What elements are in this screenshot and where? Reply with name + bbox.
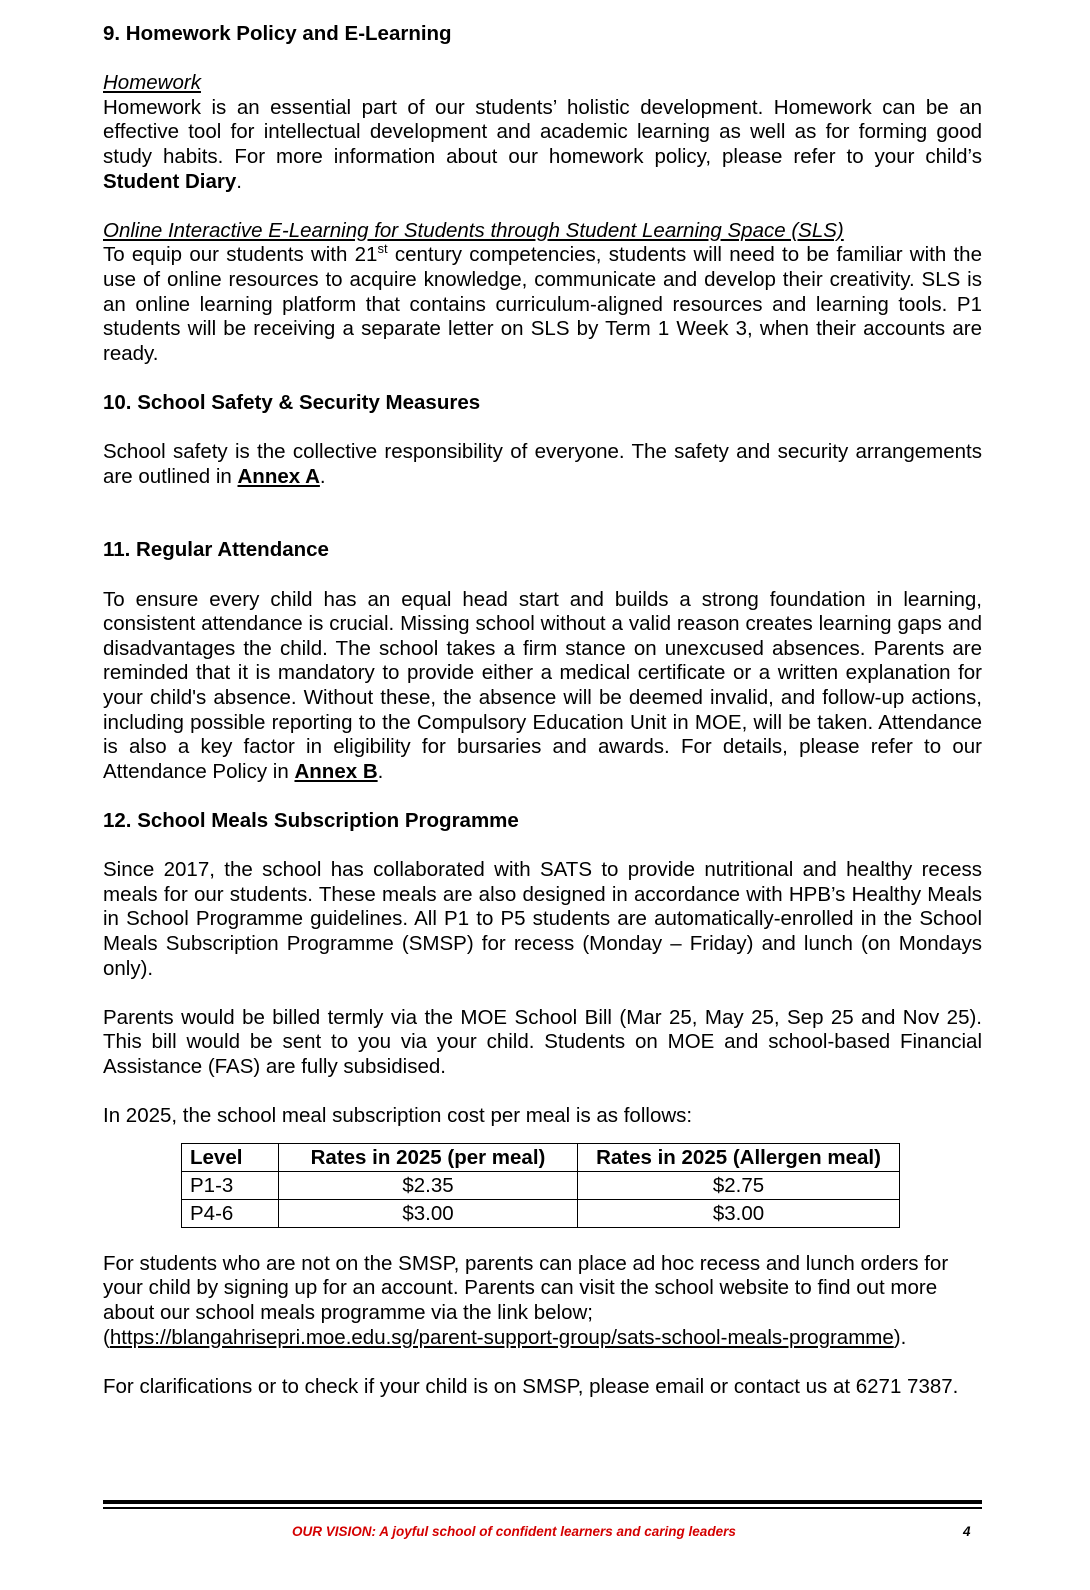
table-cell: $2.35 [279,1171,578,1199]
billing-paragraph: Parents would be billed termly via the MOE School Bill (Mar 25, May 25, Sep 25 and Nov 25). This bill would be sent to you via your child. Students on MOE and school-based Financial Assistance (FAS) are fully subsidised. [103,1005,982,1078]
sls-subheading: Online Interactive E-Learning for Students through Student Learning Space (SLS) [103,218,844,242]
adhoc-paragraph: For students who are not on the SMSP, parents can place ad hoc recess and lunch orders for your child by signing up for an account. Parents can visit the school website to find out more about our school meals programme via the link below; (https://blangahrisepri.moe.edu.sg/parent-support-group/sats-school-meals-programme). [103,1251,949,1349]
table-header-level: Level [182,1143,279,1171]
section-11-heading: 11. Regular Attendance [103,538,329,562]
table-row [182,1199,900,1227]
attendance-paragraph: To ensure every child has an equal head start and builds a strong foundation in learning, consistent attendance is crucial. Missing school without a valid reason creates learning gaps and disadvantages the child. The school takes a firm stance on unexcused absences. Parents are reminded that it is mandatory to provide either a medical certificate or a written explanation for your child's absence. Without these, the absence will be deemed invalid, and follow-up actions, including possible reporting to the Compulsory Education Unit in MOE, will be taken. Attendance is also a key factor in eligibility for bursaries and awards. For details, please refer to our Attendance Policy in Annex B. [103,587,982,783]
student-diary-text: Student Diary [103,169,237,193]
sls-paragraph: To equip our students with 21st century competencies, students will need to be familiar with the use of online resources to acquire knowledge, communicate and develop their creativity. SLS is an online learning platform that contains curriculum-aligned resources and learning tools. P1 students will be receiving a separate letter on SLS by Term 1 Week 3, when their accounts are ready. [103,241,982,365]
cost-intro: In 2025, the school meal subscription cost per meal is as follows: [103,1104,693,1128]
table-cell: $3.00 [578,1199,900,1227]
table-header-row [182,1143,900,1171]
page-number: 4 [963,1524,971,1539]
table-row [182,1171,900,1199]
annex-a-link[interactable]: Annex A [237,464,320,488]
table-cell: P1-3 [182,1171,279,1199]
footer-rule-thick [103,1500,982,1504]
section-10-heading: 10. School Safety & Security Measures [103,390,481,414]
safety-paragraph: School safety is the collective responsibility of everyone. The safety and security arrangements are outlined in Annex A. [103,440,982,488]
table-cell: $3.00 [279,1199,578,1227]
meal-rates-table [181,1143,900,1228]
meals-paragraph: Since 2017, the school has collaborated with SATS to provide nutritional and healthy recess meals for our students. These meals are also designed in accordance with HPB’s Healthy Meals in School Programme guidelines. All P1 to P5 students are automatically-enrolled in the School Meals Subscription Programme (SMSP) for recess (Monday – Friday) and lunch (on Mondays only). [103,858,982,980]
table-cell: P4-6 [182,1199,279,1227]
footer-rule-thin [103,1507,982,1509]
table-header-allergen: Rates in 2025 (Allergen meal) [578,1143,900,1171]
table-cell: $2.75 [578,1171,900,1199]
section-12-heading: 12. School Meals Subscription Programme [103,809,519,832]
section-9-heading: 9. Homework Policy and E-Learning [103,22,452,45]
sats-meals-link[interactable]: https://blangahrisepri.moe.edu.sg/parent-support-group/sats-school-meals-programme [109,1325,894,1349]
homework-paragraph: Homework is an essential part of our students’ holistic development. Homework can be an effective tool for intellectual development and academic learning as well as for forming good study habits. For more information about our homework policy, please refer to your child’s Student Diary. [103,95,982,193]
homework-subheading: Homework [103,71,201,95]
page-content [103,22,982,1399]
vision-statement: OUR VISION: A joyful school of confident learners and caring leaders [292,1524,736,1539]
table-header-rate: Rates in 2025 (per meal) [279,1143,578,1171]
annex-b-link[interactable]: Annex B [294,759,378,783]
contact-paragraph: For clarifications or to check if your child is on SMSP, please email or contact us at 6271 7387. [103,1374,959,1398]
